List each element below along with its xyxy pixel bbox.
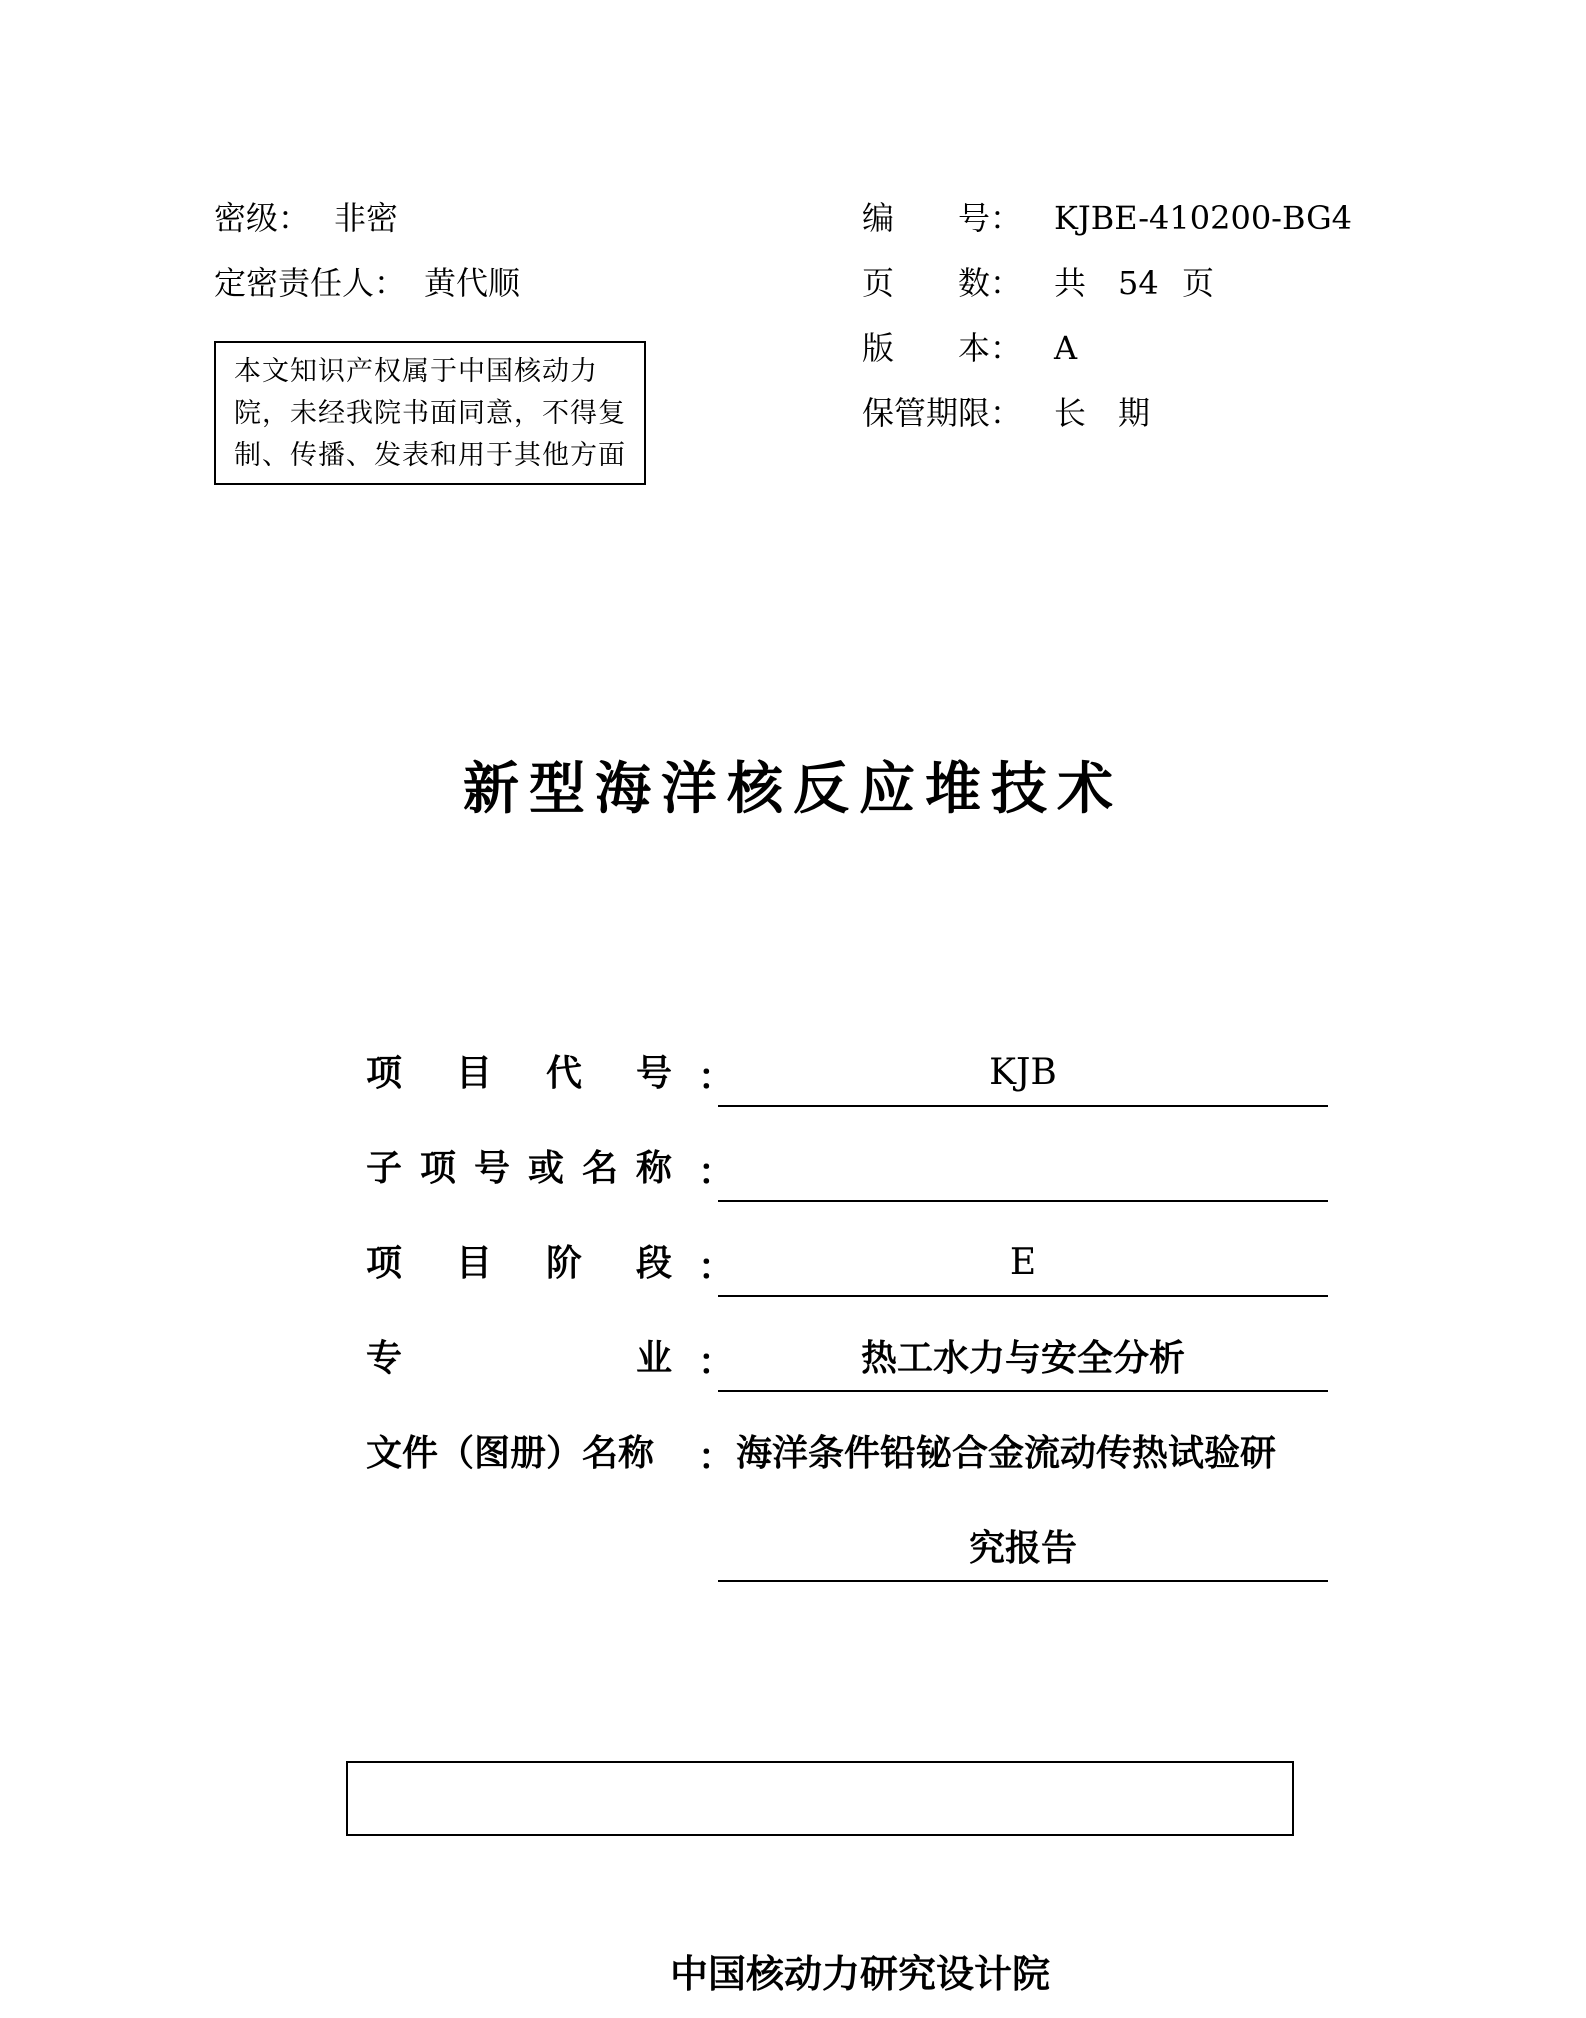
page-count-prefix: 共 [1054, 264, 1087, 302]
project-phase-label [366, 1240, 672, 1286]
project-code-label [366, 1050, 672, 1096]
label-char: 名 [581, 1147, 618, 1189]
label-char: 项 [419, 1147, 456, 1189]
label-char: 号 [473, 1147, 510, 1189]
document-number-label: 编 号： [862, 199, 1023, 237]
retention-value: 长 期 [1054, 394, 1151, 432]
label-char: 段 [635, 1242, 672, 1284]
page-count-suffix: 页 [1182, 264, 1215, 302]
page-count-value: 54 [1118, 264, 1159, 302]
subproject-underline [718, 1200, 1328, 1202]
version-label: 版 本： [862, 329, 1023, 367]
document-name-value-line2: 究报告 [968, 1527, 1077, 1569]
form-colon: ： [698, 1151, 735, 1193]
label-char: 项 [366, 1052, 403, 1094]
copyright-notice-box [214, 341, 646, 485]
classification-value: 非密 [334, 199, 399, 237]
document-name-label [366, 1430, 672, 1476]
retention-label: 保管期限： [862, 394, 1023, 432]
label-char: 目 [455, 1052, 492, 1094]
page-count-label: 页 数： [862, 264, 1023, 302]
label-char: 目 [455, 1242, 492, 1284]
form-colon: ： [698, 1246, 735, 1288]
copyright-line: 院，未经我院书面同意，不得复 [234, 398, 626, 429]
label-char: 阶 [545, 1242, 582, 1284]
specialty-underline [718, 1390, 1328, 1392]
document-title: 新型海洋核反应堆技术 [463, 757, 1123, 822]
label-char: 项 [366, 1242, 403, 1284]
label-char: 号 [635, 1052, 672, 1094]
label-char: 或 [527, 1147, 564, 1189]
version-value: A [1054, 329, 1078, 367]
copyright-line: 本文知识产权属于中国核动力 [234, 356, 598, 387]
classification-label: 密级： [214, 199, 311, 237]
responsible-value: 黄代顺 [424, 264, 521, 302]
form-colon: ： [698, 1056, 735, 1098]
project-phase-value: E [1009, 1242, 1037, 1283]
project-phase-underline [718, 1295, 1328, 1297]
document-name-value-line1: 海洋条件铅铋合金流动传热试验研 [736, 1432, 1277, 1474]
project-code-value: KJB [989, 1052, 1057, 1093]
copyright-line: 制、传播、发表和用于其他方面 [234, 440, 626, 471]
label-char: 专 [366, 1337, 403, 1379]
empty-box [346, 1761, 1294, 1836]
subproject-label [366, 1145, 672, 1191]
label-char: 子 [366, 1147, 403, 1189]
institute-name: 中国核动力研究设计院 [669, 1951, 1050, 1996]
document-name-underline [718, 1580, 1328, 1582]
project-code-underline [718, 1105, 1328, 1107]
label-char: 称 [635, 1147, 672, 1189]
document-number-value: KJBE-410200-BG4 [1054, 199, 1353, 237]
form-colon: ： [698, 1341, 735, 1383]
label-char: 业 [635, 1337, 672, 1379]
specialty-label [366, 1335, 672, 1381]
form-colon: ： [698, 1436, 735, 1478]
responsible-label: 定密责任人： [214, 264, 407, 302]
label-text: 文件（图册）名称 [366, 1432, 655, 1474]
label-char: 代 [545, 1052, 582, 1094]
specialty-value: 热工水力与安全分析 [860, 1337, 1185, 1379]
